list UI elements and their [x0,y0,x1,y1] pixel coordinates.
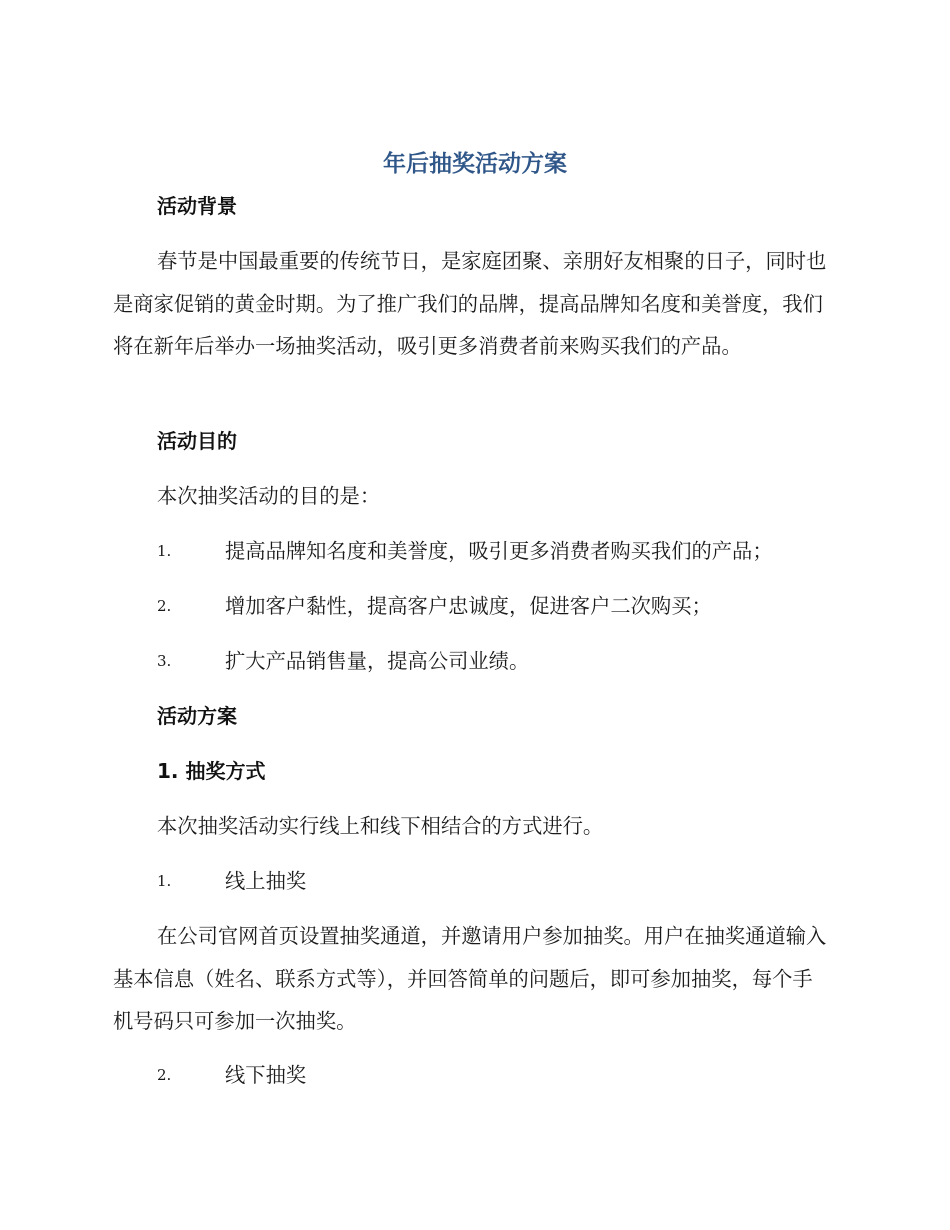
plan-intro: 本次抽奖活动实行线上和线下相结合的方式进行。 [157,814,604,838]
list-item-number: 2. [157,1066,172,1084]
section-heading-background: 活动背景 [157,194,237,218]
list-item-text: 扩大产品销售量，提高公司业绩。 [225,649,530,673]
section-heading-plan: 活动方案 [157,704,237,728]
list-item-text: 提高品牌知名度和美誉度，吸引更多消费者购买我们的产品； [225,539,773,563]
list-item-number: 2. [157,597,172,615]
purpose-intro: 本次抽奖活动的目的是： [157,484,381,508]
online-lottery-paragraph: 在公司官网首页设置抽奖通道，并邀请用户参加抽奖。用户在抽奖通道输入基本信息（姓名、联系方式等），并回答简单的问题后，即可参加抽奖，每个手机号码只可参加一次抽奖。 [113,924,827,1033]
list-item-text: 线上抽奖 [225,869,307,893]
list-item-text: 线下抽奖 [225,1063,307,1087]
document-title: 年后抽奖活动方案 [383,151,567,177]
list-item-text: 增加客户黏性，提高客户忠诚度，促进客户二次购买； [225,594,712,618]
list-item-number: 1. [157,872,172,890]
background-paragraph: 春节是中国最重要的传统节日，是家庭团聚、亲朋好友相聚的日子，同时也是商家促销的黄金时期。为了推广我们的品牌，提高品牌知名度和美誉度，我们将在新年后举办一场抽奖活动，吸引更多消费者前来购买我们的产品。 [113,249,827,358]
subsection-heading-method: 1. 抽奖方式 [157,759,266,783]
list-item-number: 3. [157,652,172,670]
list-item-number: 1. [157,542,172,560]
section-heading-purpose: 活动目的 [157,429,237,453]
